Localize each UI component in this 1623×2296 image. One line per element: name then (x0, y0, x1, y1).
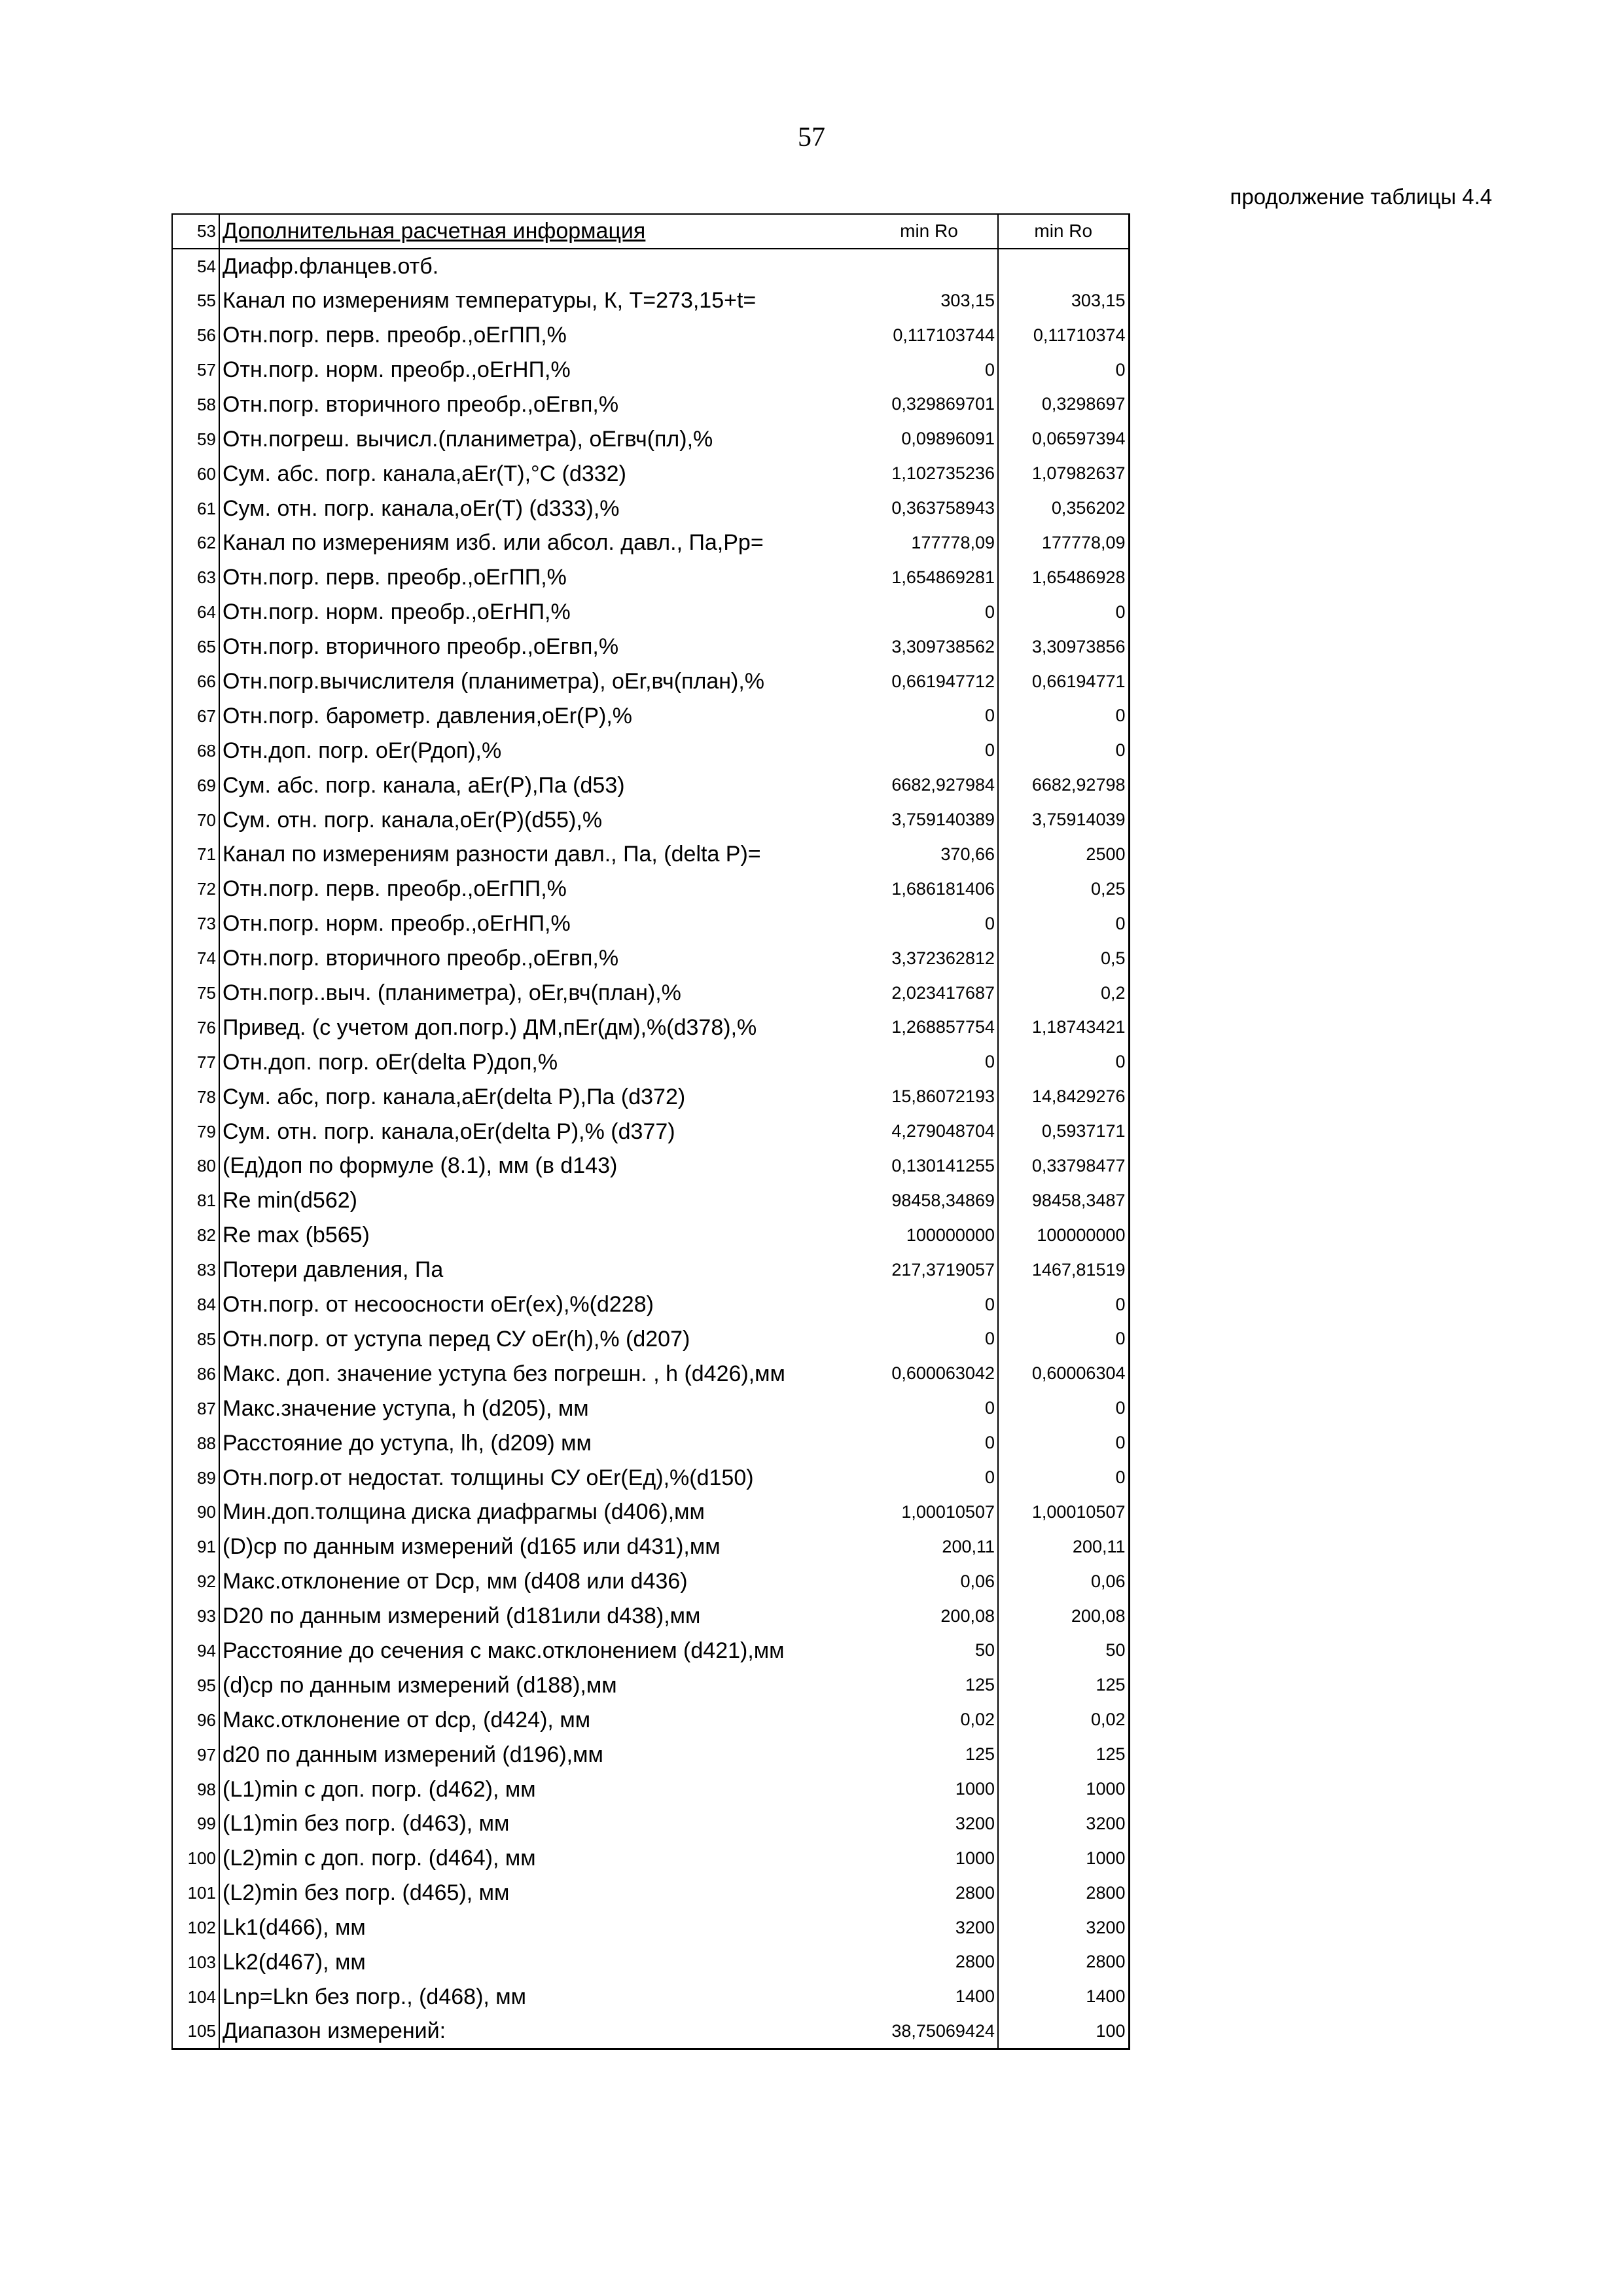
table-row (172, 1806, 1129, 1841)
row-number: 87 (172, 1391, 219, 1426)
row-value-1: 125 (861, 1668, 998, 1702)
row-number: 84 (172, 1287, 219, 1322)
row-description: D20 по данным измерений (d181или d438),мм (223, 1604, 701, 1629)
row-value-1: 177778,09 (861, 526, 998, 560)
row-value-1: 1,00010507 (861, 1495, 998, 1530)
row-description: Отн.доп. погр. оЕr(Рдоп),% (223, 738, 502, 763)
row-description: Re min(d562) (223, 1188, 357, 1213)
row-number: 65 (172, 630, 219, 664)
row-value-1: 200,08 (861, 1599, 998, 1634)
table-row (172, 595, 1129, 630)
row-number: 92 (172, 1564, 219, 1599)
row-value-1: 1,686181406 (861, 872, 998, 906)
row-value-1: 6682,927984 (861, 768, 998, 802)
row-value-2: 0 (998, 1426, 1129, 1460)
row-value-2: 177778,09 (998, 526, 1129, 560)
table-row (172, 872, 1129, 906)
row-description: Макс.отклонение от dср, (d424), мм (223, 1707, 591, 1732)
row-value-1: 125 (861, 1737, 998, 1772)
row-value-1: 0 (861, 1391, 998, 1426)
table-row (172, 941, 1129, 976)
row-value-1: 3,372362812 (861, 941, 998, 976)
row-description: Отн.погр. норм. преобр.,оЕгНП,% (223, 357, 571, 382)
header-col1: min Ro (861, 214, 998, 249)
table-row (172, 1045, 1129, 1079)
table-row (172, 560, 1129, 595)
table-row (172, 1668, 1129, 1702)
table-continuation-label: продолжение таблицы 4.4 (1230, 185, 1492, 209)
table-row (172, 1218, 1129, 1253)
row-value-2: 1400 (998, 1979, 1129, 2014)
row-value-2: 0,60006304 (998, 1356, 1129, 1391)
row-value-1: 0,363758943 (861, 491, 998, 526)
row-value-1: 2,023417687 (861, 976, 998, 1011)
row-description: Отн.погр. норм. преобр.,оЕгНП,% (223, 600, 571, 625)
row-description: Re max (b565) (223, 1223, 370, 1248)
row-number: 66 (172, 664, 219, 699)
table-row (172, 456, 1129, 491)
table-row (172, 1530, 1129, 1564)
row-description: Отн.погр. перв. преобр.,оЕгПП,% (223, 323, 567, 348)
row-value-2: 1467,81519 (998, 1253, 1129, 1287)
table-row (172, 1599, 1129, 1634)
row-value-1: 38,75069424 (861, 2014, 998, 2049)
row-value-2: 0,2 (998, 976, 1129, 1011)
row-description: Диапазон измерений: (219, 2014, 861, 2049)
row-value-1: 0 (861, 1322, 998, 1357)
row-value-1: 2800 (861, 1876, 998, 1910)
row-value-1: 1000 (861, 1841, 998, 1876)
row-description: Расстояние до уступа, lh, (d209) мм (223, 1430, 592, 1456)
row-description: Отн.погр. вторичного преобр.,оЕгвп,% (223, 634, 619, 660)
table-row (172, 1426, 1129, 1460)
row-description: Макс. доп. значение уступа без погрешн. , h (d426),мм (223, 1361, 785, 1386)
row-description: Мин.доп.толщина диска диафрагмы (d406),мм (223, 1499, 705, 1525)
row-number: 100 (172, 1841, 219, 1876)
row-number: 94 (172, 1634, 219, 1668)
row-number: 89 (172, 1460, 219, 1495)
row-value-2: 0,33798477 (998, 1149, 1129, 1183)
table-row (172, 733, 1129, 768)
row-description: Отн.погр. перв. преобр.,оЕгПП,% (223, 876, 567, 902)
row-description: (L2)min без погр. (d465), мм (223, 1880, 510, 1906)
row-value-2: 14,8429276 (998, 1079, 1129, 1114)
row-value-2: 3,30973856 (998, 630, 1129, 664)
table-row (172, 1460, 1129, 1495)
row-description: (Ед)доп по формуле (8.1), мм (в d143) (223, 1153, 618, 1179)
table-row (172, 698, 1129, 733)
table-body (172, 214, 1129, 2049)
table-row (172, 1183, 1129, 1218)
table-row (172, 526, 1129, 560)
table-row (172, 1287, 1129, 1322)
row-number: 68 (172, 733, 219, 768)
row-description: Отн.погр.вычислителя (планиметра), оЕr,вч(план),% (223, 669, 765, 694)
row-description: (L2)min с доп. погр. (d464), мм (223, 1846, 536, 1871)
row-value-1: 0 (861, 1045, 998, 1079)
row-value-1: 0 (861, 698, 998, 733)
table-row (172, 491, 1129, 526)
row-number: 56 (172, 318, 219, 353)
row-number: 86 (172, 1356, 219, 1391)
row-value-1: 370,66 (861, 837, 998, 872)
table-row (172, 768, 1129, 802)
row-number: 90 (172, 1495, 219, 1530)
row-number: 95 (172, 1668, 219, 1702)
row-number: 73 (172, 906, 219, 941)
table-header-row (172, 214, 1129, 249)
row-value-1: 0,117103744 (861, 318, 998, 353)
table-row (172, 353, 1129, 387)
row-value-2: 0 (998, 733, 1129, 768)
table-row (172, 1114, 1129, 1149)
row-value-1: 0 (861, 906, 998, 941)
row-description: Отн.погр.от недостат. толщины СУ оЕr(Ед),%(d150) (223, 1465, 754, 1490)
row-number: 76 (172, 1010, 219, 1045)
row-description: Привед. (с учетом доп.погр.) ДМ,пЕr(дм),%(d378),% (223, 1014, 757, 1040)
row-value-1: 100000000 (861, 1218, 998, 1253)
row-description: Сум. отн. погр. канала,оЕr(T) (d333),% (223, 495, 620, 521)
row-value-1: 3200 (861, 1910, 998, 1945)
row-description: Потери давления, Па (223, 1257, 444, 1283)
table-row (172, 1910, 1129, 1945)
table-row (172, 422, 1129, 456)
row-value-2: 1,65486928 (998, 560, 1129, 595)
row-number: 79 (172, 1114, 219, 1149)
row-value-1: 200,11 (861, 1530, 998, 1564)
table-row (172, 1391, 1129, 1426)
row-description: Сум. отн. погр. канала,оЕr(Р)(d55),% (223, 807, 603, 833)
row-description: Lk1(d466), мм (223, 1915, 366, 1941)
row-description: Диафр.фланцев.отб. (223, 253, 439, 279)
row-description: Отн.доп. погр. оЕr(delta Р)доп,% (223, 1049, 558, 1075)
table-row (172, 1702, 1129, 1737)
row-value-2: 0 (998, 1460, 1129, 1495)
row-value-1: 0,06 (861, 1564, 998, 1599)
row-value-2: 1,00010507 (998, 1495, 1129, 1530)
row-value-2: 100000000 (998, 1218, 1129, 1253)
row-number: 55 (172, 283, 219, 318)
row-value-1: 1,268857754 (861, 1010, 998, 1045)
row-number: 67 (172, 698, 219, 733)
row-value-1: 0,600063042 (861, 1356, 998, 1391)
row-number: 97 (172, 1737, 219, 1772)
table-row (172, 1253, 1129, 1287)
table-row (172, 976, 1129, 1011)
row-number: 74 (172, 941, 219, 976)
table-row (172, 283, 1129, 318)
table-row (172, 1737, 1129, 1772)
row-description: Отн.погр. норм. преобр.,оЕгНП,% (223, 911, 571, 937)
table-row (172, 1564, 1129, 1599)
table-row (172, 802, 1129, 837)
row-description: Отн.погр. перв. преобр.,оЕгПП,% (223, 565, 567, 590)
row-value-2: 0 (998, 353, 1129, 387)
row-description: Lnp=Lkn без погр., (d468), мм (223, 1984, 527, 2009)
row-value-1: 3,759140389 (861, 802, 998, 837)
row-value-2: 125 (998, 1668, 1129, 1702)
table-row (172, 1945, 1129, 1980)
row-value-2: 0,25 (998, 872, 1129, 906)
table-row (172, 387, 1129, 422)
row-value-2: 0,5937171 (998, 1114, 1129, 1149)
row-value-1: 303,15 (861, 283, 998, 318)
row-description: (d)ср по данным измерений (d188),мм (223, 1672, 617, 1698)
row-number: 72 (172, 872, 219, 906)
row-number: 104 (172, 1979, 219, 2014)
row-description: Сум. абс, погр. канала,аЕr(delta Р),Па (d372) (223, 1084, 686, 1109)
table-row (172, 1149, 1129, 1183)
row-description: Отн.погр. от несоосности оЕr(ex),%(d228) (223, 1292, 654, 1318)
row-number: 83 (172, 1253, 219, 1287)
row-value-1: 0 (861, 353, 998, 387)
row-value-2 (998, 249, 1129, 283)
row-value-1: 0 (861, 1287, 998, 1322)
row-number: 102 (172, 1910, 219, 1945)
row-number: 53 (172, 214, 219, 249)
table-row (172, 1356, 1129, 1391)
row-value-1: 3200 (861, 1806, 998, 1841)
row-number: 60 (172, 456, 219, 491)
row-description: Отн.погр. вторичного преобр.,оЕгвп,% (223, 946, 619, 971)
row-value-1: 0,661947712 (861, 664, 998, 699)
row-description: Макс.значение уступа, h (d205), мм (223, 1395, 589, 1421)
table-row (172, 1876, 1129, 1910)
table-row (172, 1979, 1129, 2014)
table-row (172, 2014, 1129, 2049)
row-number: 63 (172, 560, 219, 595)
row-value-2: 3200 (998, 1910, 1129, 1945)
row-number: 85 (172, 1322, 219, 1357)
row-number: 82 (172, 1218, 219, 1253)
row-value-2: 303,15 (998, 283, 1129, 318)
row-value-1: 0,130141255 (861, 1149, 998, 1183)
row-description: (L1)min без погр. (d463), мм (223, 1811, 510, 1837)
row-value-1: 0 (861, 733, 998, 768)
row-number: 58 (172, 387, 219, 422)
row-value-2: 0 (998, 1045, 1129, 1079)
row-description: Канал по измерениям изб. или абсол. давл., Па,Рр= (223, 530, 764, 556)
row-description: Макс.отклонение от Dср, мм (d408 или d436) (223, 1569, 688, 1594)
row-number: 71 (172, 837, 219, 872)
row-description: Отн.погр..выч. (планиметра), оЕr,вч(план),% (223, 980, 681, 1006)
row-value-2: 2500 (998, 837, 1129, 872)
row-number: 59 (172, 422, 219, 456)
row-value-2: 0,66194771 (998, 664, 1129, 699)
row-number: 54 (172, 249, 219, 283)
header-description (219, 214, 861, 249)
row-value-2: 0 (998, 1391, 1129, 1426)
row-value-2: 2800 (998, 1945, 1129, 1980)
row-value-2: 0,3298697 (998, 387, 1129, 422)
row-number: 57 (172, 353, 219, 387)
row-value-1: 2800 (861, 1945, 998, 1980)
row-number: 91 (172, 1530, 219, 1564)
row-number: 81 (172, 1183, 219, 1218)
row-number: 88 (172, 1426, 219, 1460)
table-row (172, 1079, 1129, 1114)
row-number: 62 (172, 526, 219, 560)
row-number: 96 (172, 1702, 219, 1737)
row-number: 105 (172, 2014, 219, 2049)
row-description: Отн.погр. барометр. давления,оЕr(Р),% (223, 703, 633, 728)
row-description: d20 по данным измерений (d196),мм (223, 1742, 603, 1767)
row-value-1: 0 (861, 1426, 998, 1460)
table-row (172, 837, 1129, 872)
row-number: 98 (172, 1772, 219, 1806)
row-value-2: 0,06597394 (998, 422, 1129, 456)
row-value-2: 100 (998, 2014, 1129, 2049)
table-row (172, 318, 1129, 353)
table-row (172, 1495, 1129, 1530)
row-value-2: 50 (998, 1634, 1129, 1668)
row-number: 78 (172, 1079, 219, 1114)
row-value-1: 0,09896091 (861, 422, 998, 456)
row-description: Сум. абс. погр. канала, аЕr(Р),Па (d53) (223, 772, 625, 798)
row-number: 93 (172, 1599, 219, 1634)
row-value-1: 0,329869701 (861, 387, 998, 422)
row-number: 69 (172, 768, 219, 802)
row-value-1: 0,02 (861, 1702, 998, 1737)
row-number: 77 (172, 1045, 219, 1079)
row-value-1: 3,309738562 (861, 630, 998, 664)
row-value-1: 15,86072193 (861, 1079, 998, 1114)
row-value-1: 0 (861, 595, 998, 630)
row-number: 99 (172, 1806, 219, 1841)
table-row (172, 1634, 1129, 1668)
row-value-2: 6682,92798 (998, 768, 1129, 802)
row-description: (L1)min с доп. погр. (d462), мм (223, 1776, 536, 1802)
row-value-2: 0 (998, 698, 1129, 733)
row-value-2: 3200 (998, 1806, 1129, 1841)
row-number: 80 (172, 1149, 219, 1183)
row-description: Расстояние до сечения с макс.отклонением (d421),мм (223, 1638, 785, 1663)
row-value-1: 0 (861, 1460, 998, 1495)
row-value-1: 98458,34869 (861, 1183, 998, 1218)
row-value-2: 0 (998, 595, 1129, 630)
row-number: 101 (172, 1876, 219, 1910)
table-row (172, 1010, 1129, 1045)
page-number: 57 (798, 122, 825, 152)
table-row (172, 1322, 1129, 1357)
row-value-2: 200,11 (998, 1530, 1129, 1564)
row-description: Lk2(d467), мм (223, 1949, 366, 1975)
data-table (171, 213, 1130, 2050)
row-value-2: 0,356202 (998, 491, 1129, 526)
row-value-2: 1000 (998, 1772, 1129, 1806)
table-row (172, 630, 1129, 664)
row-value-2: 200,08 (998, 1599, 1129, 1634)
row-description: Сум. отн. погр. канала,оЕr(delta Р),% (d377) (223, 1119, 675, 1144)
row-number: 70 (172, 802, 219, 837)
row-number: 61 (172, 491, 219, 526)
row-value-1: 1,654869281 (861, 560, 998, 595)
row-value-1: 217,3719057 (861, 1253, 998, 1287)
row-value-2: 0,02 (998, 1702, 1129, 1737)
row-value-2: 0 (998, 1287, 1129, 1322)
table-row (172, 1841, 1129, 1876)
row-value-1: 50 (861, 1634, 998, 1668)
row-value-2: 3,75914039 (998, 802, 1129, 837)
row-description: Канал по измерениям разности давл., Па, (delta P)= (223, 842, 761, 867)
row-value-2: 0,11710374 (998, 318, 1129, 353)
row-value-2: 1,07982637 (998, 456, 1129, 491)
row-value-2: 2800 (998, 1876, 1129, 1910)
row-value-2: 0,06 (998, 1564, 1129, 1599)
row-description: Отн.погр. вторичного преобр.,оЕгвп,% (223, 391, 619, 417)
row-number: 64 (172, 595, 219, 630)
row-value-1: 1400 (861, 1979, 998, 2014)
table-row (172, 664, 1129, 699)
row-value-2: 125 (998, 1737, 1129, 1772)
row-value-1: 4,279048704 (861, 1114, 998, 1149)
header-col2: min Ro (998, 214, 1129, 249)
row-description: (D)ср по данным измерений (d165 или d431),мм (223, 1534, 721, 1560)
row-value-1: 1000 (861, 1772, 998, 1806)
row-value-2: 0,5 (998, 941, 1129, 976)
row-description: Отн.погр. от уступа перед СУ оЕr(h),% (d207) (223, 1326, 690, 1352)
row-value-2: 98458,3487 (998, 1183, 1129, 1218)
row-description: Отн.погреш. вычисл.(планиметра), оЕгвч(пл),% (223, 426, 713, 452)
row-number: 103 (172, 1945, 219, 1980)
row-description: Сум. абс. погр. канала,аЕr(T),°С (d332) (223, 461, 626, 486)
row-value-1 (861, 249, 998, 283)
table-row (172, 906, 1129, 941)
table-row (172, 249, 1129, 283)
header-description-text: Дополнительная расчетная информация (223, 219, 646, 244)
row-value-2: 1,18743421 (998, 1010, 1129, 1045)
row-value-2: 0 (998, 1322, 1129, 1357)
row-value-2: 1000 (998, 1841, 1129, 1876)
row-number: 75 (172, 976, 219, 1011)
table-row (172, 1772, 1129, 1806)
row-value-2: 0 (998, 906, 1129, 941)
row-description: Канал по измерениям температуры, К, Т=273,15+t= (223, 288, 757, 314)
row-value-1: 1,102735236 (861, 456, 998, 491)
